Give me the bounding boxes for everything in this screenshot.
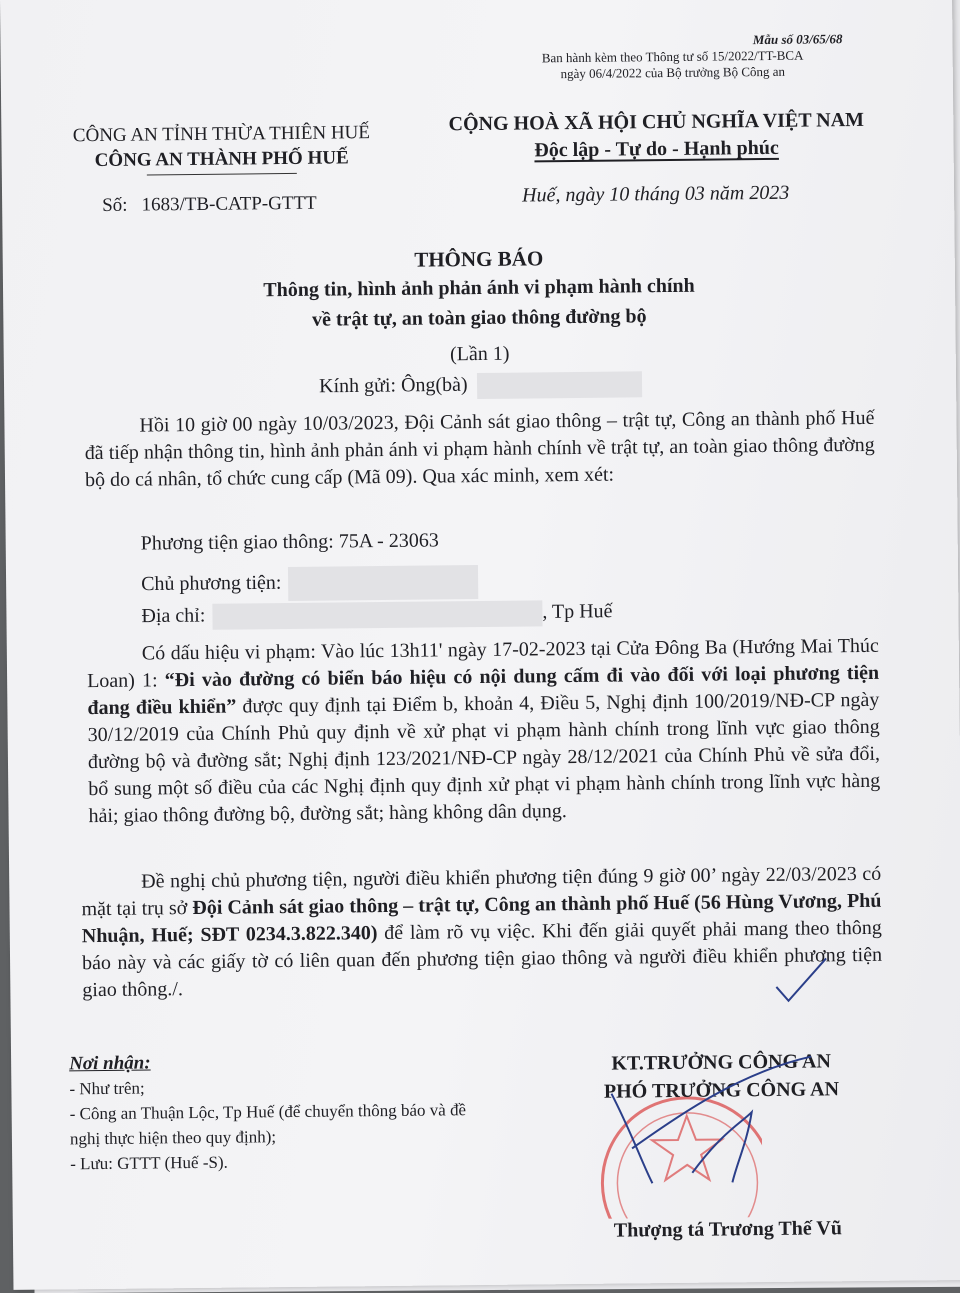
issuing-agency — [41, 120, 402, 174]
violation-description: “Đi vào đường có biển báo hiệu có nội dung cấm đi vào đối với loại phương tiện đang điều khiển” — [87, 661, 880, 720]
intro-paragraph: Hồi 10 giờ 00 ngày 10/03/2023, Đội Cảnh sát giao thông – trật tự, Công an thành phố Huế đã tiếp nhận thông tin, hình ảnh phản ánh vi phạm hành chính về trật tự, an toàn giao thông đường bộ do cá nhân, tổ chức cung cấp (Mã 09). Qua xác minh, xem xét: — [84, 406, 875, 492]
agency-name: CÔNG AN THÀNH PHỐ HUẾ — [94, 147, 349, 172]
issue-count: (Lần 1) — [449, 342, 510, 366]
form-ref-line1: Ban hành kèm theo Thông tư số 15/2022/TT-BCA — [541, 47, 804, 66]
address-suffix: , Tp Huế — [542, 600, 613, 623]
country-name: CỘNG HOÀ XÃ HỘI CHỦ NGHĨA VIỆT NAM — [448, 108, 865, 136]
check-mark-icon — [770, 956, 831, 1007]
document-subtitle-line2: về trật tự, an toàn giao thông đường bộ — [311, 305, 647, 331]
agency-underline — [147, 173, 297, 176]
form-ref-line2: ngày 06/4/2022 của Bộ trưởng Bộ Công an — [560, 63, 786, 82]
office-address: Đội Cảnh sát giao thông – trật tự, Công an thành phố Huế (56 Hùng Vương, Phú Nhuận, Huế; SĐT 0234.3.822.340) — [81, 889, 882, 948]
owner-line — [141, 565, 479, 603]
owner-label: Chủ phương tiện: — [141, 571, 282, 596]
form-code: Mẫu số 03/65/68 — [752, 31, 843, 48]
violation-paragraph — [87, 633, 881, 830]
document-number-label: Số: — [102, 194, 128, 216]
redacted-owner — [288, 565, 478, 601]
redacted-name — [477, 371, 642, 399]
request-details: để làm rõ vụ việc. Khi đến giải quyết phải mang theo thông báo này và các giấy tờ có liên quan đến phương tiện giao thông và người điều khiển phương tiện giao thông./. — [81, 916, 883, 1002]
recipients-block — [69, 1047, 500, 1176]
redacted-address — [212, 600, 542, 629]
document-date: Huế, ngày 10 tháng 03 năm 2023 — [521, 181, 790, 207]
recipient-item: - Lưu: GTTT (Huế -S). — [70, 1152, 228, 1174]
request-paragraph — [81, 861, 882, 1004]
document-number-value: 1683/TB-CATP-GTTT — [141, 192, 317, 216]
national-motto — [431, 107, 882, 166]
form-reference — [492, 31, 852, 83]
document-title: THÔNG BÁO — [414, 246, 544, 272]
handwritten-signature-icon — [571, 1051, 893, 1214]
recipient-item: - Như trên; — [69, 1078, 145, 1099]
recipients-header: Nơi nhận: — [69, 1052, 151, 1075]
signature-title-line1: KT.TRƯỞNG CÔNG AN — [611, 1050, 831, 1075]
address-line — [141, 600, 612, 631]
recipient-item: - Công an Thuận Lộc, Tp Huế (để chuyển thông báo và đề nghị thực hiện theo quy định); — [69, 1100, 467, 1149]
document-subtitle-line1: Thông tin, hình ảnh phản ánh vi phạm hành chính — [263, 274, 695, 302]
violation-intro: Có dấu hiệu vi phạm: Vào lúc 13h11' ngày 17-02-2023 tại Cửa Đông Ba (Hướng Mai Thúc Loan) 1: — [87, 634, 879, 693]
violation-legal-basis: được quy định tại Điểm b, khoản 4, Điều 5, Nghị định 100/2019/NĐ-CP ngày 30/12/2019 của Chính Phủ quy định về xử phạt vi phạm hành chính trong lĩnh vực giao thông đường bộ và đường sắt; Nghị định 123/2021/NĐ-CP ngày 28/12/2021 của Chính Phủ về sửa đổi, bổ sung một số điều của các Nghị định quy định xử phạt vi phạm hành chính trong lĩnh vực hàng hải; giao thông đường bộ, đường sắt; hàng không dân dụng. — [87, 688, 881, 828]
recipient-line — [319, 371, 642, 400]
request-intro: Đề nghị chủ phương tiện, người điều khiển phương tiện đúng 9 giờ 00’ ngày 22/03/2023 có mặt tại trụ sở — [81, 862, 882, 921]
signer-name: Thượng tá Trương Thế Vũ — [613, 1217, 843, 1242]
recipient-label: Kính gửi: Ông(bà) — [318, 373, 468, 398]
address-label: Địa chỉ: — [141, 604, 206, 628]
motto: Độc lập - Tự do - Hạnh phúc — [534, 136, 779, 162]
vehicle-line: Phương tiện giao thông: 75A - 23063 — [140, 529, 439, 555]
signature-title-line2: PHÓ TRƯỞNG CÔNG AN — [603, 1078, 840, 1103]
document-number — [102, 193, 317, 217]
agency-parent: CÔNG AN TỈNH THỪA THIÊN HUẾ — [72, 122, 371, 147]
